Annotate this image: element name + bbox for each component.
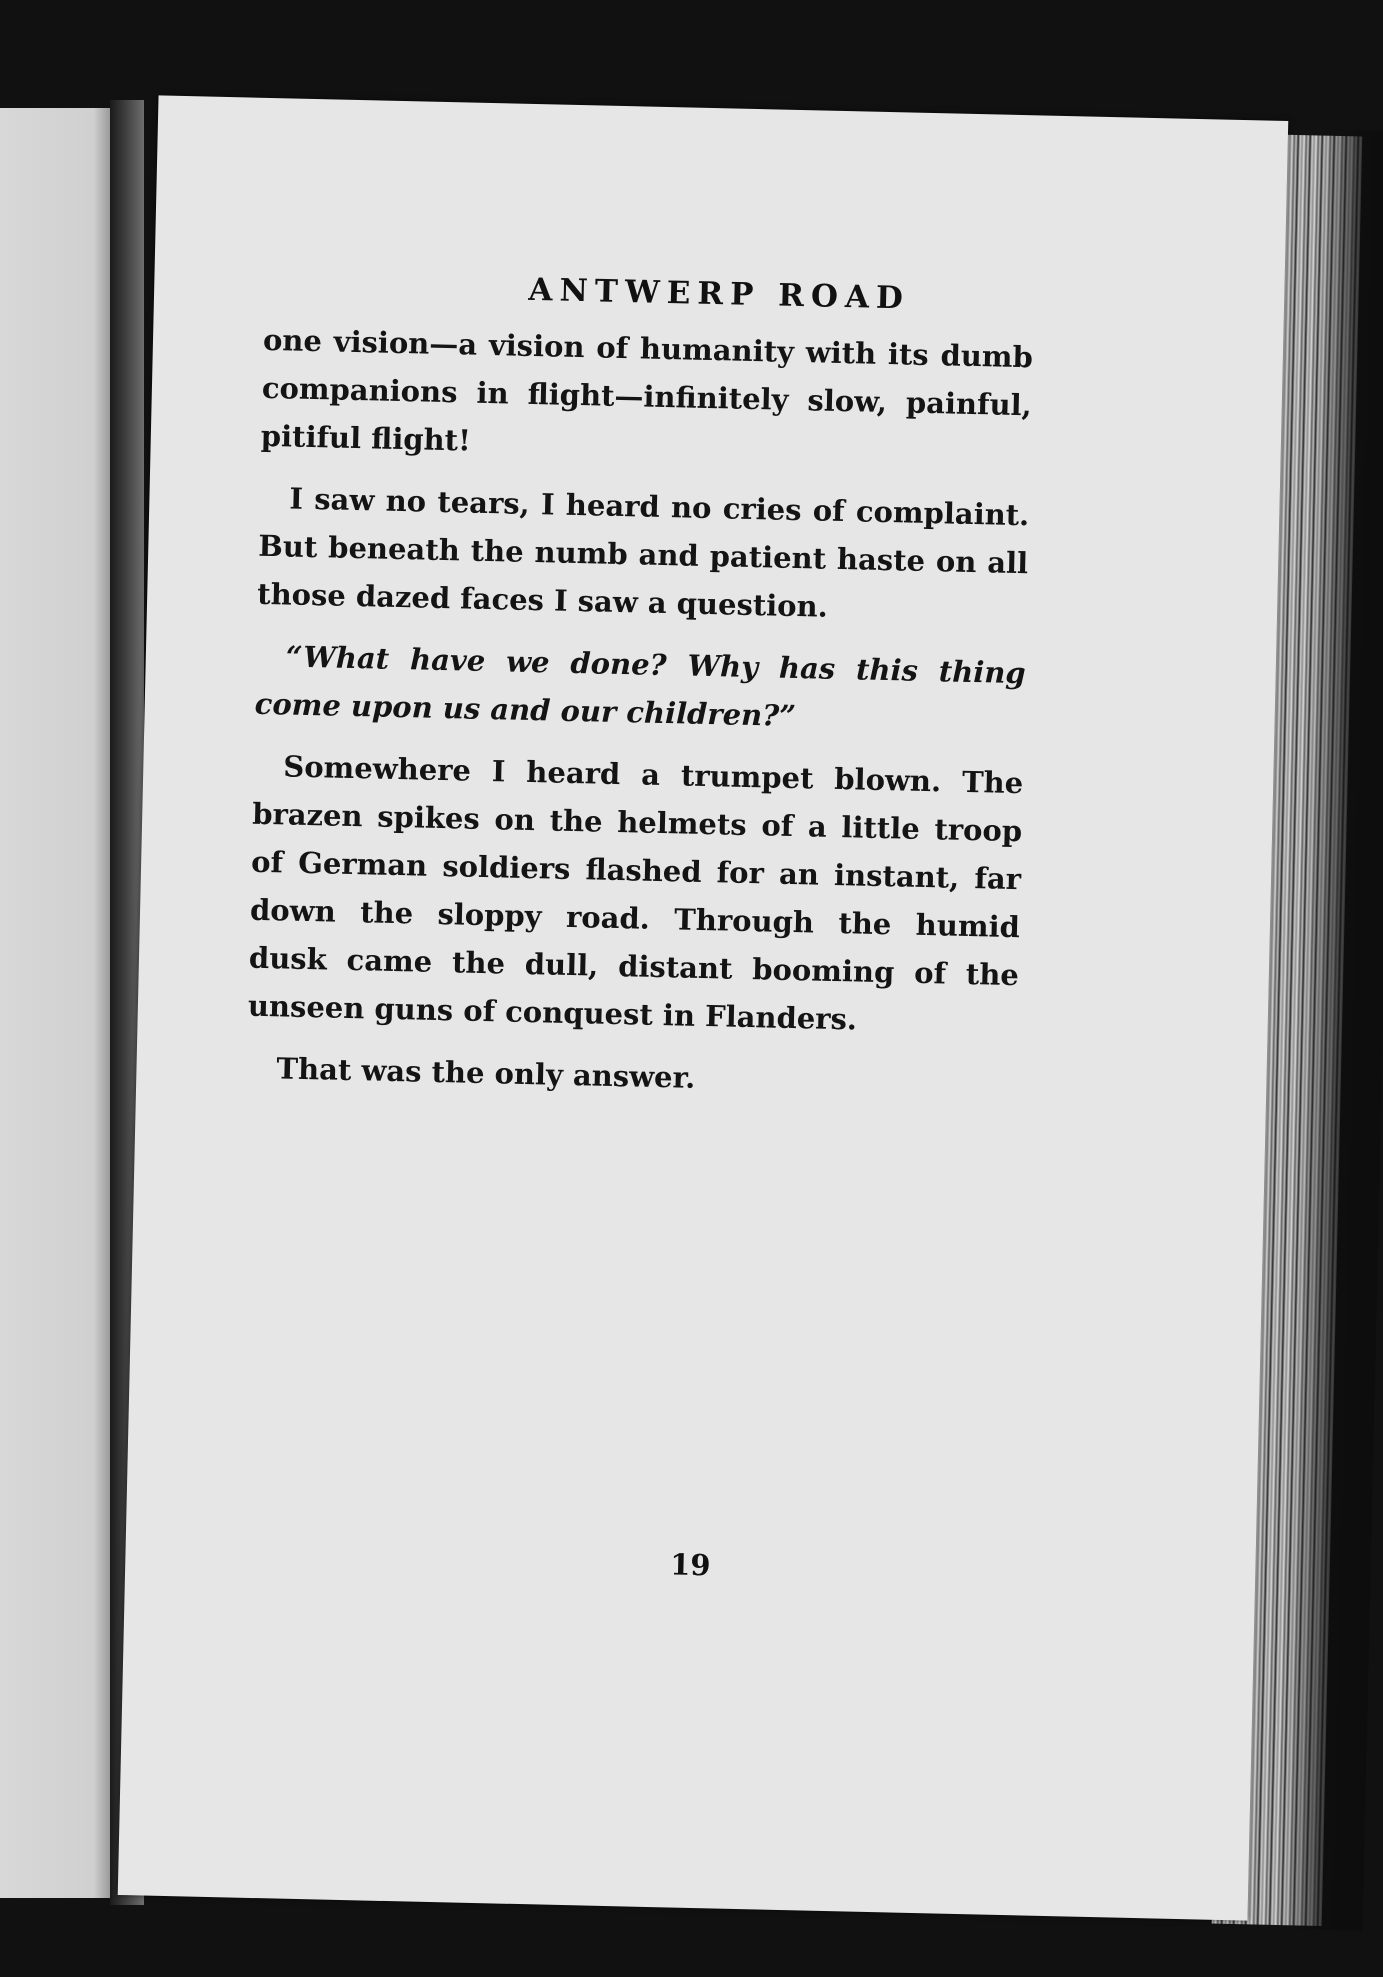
paragraph: Somewhere I heard a trumpet blown. The brazen spikes on the helmets of a little troop of German soldiers flashed for an instant, far down the sloppy road. Through the humid dusk came the dull, distant booming of the unseen guns of conquest in Flanders. xyxy=(247,749,1024,1037)
facing-page xyxy=(0,108,110,1898)
paragraph: That was the only answer. xyxy=(276,1051,696,1095)
body-text xyxy=(246,316,1034,1123)
page-number: 19 xyxy=(669,1547,711,1583)
paragraph: one vision—a vision of humanity with its dumb companions in flight—infinitely slow, painful, pitiful flight! xyxy=(260,322,1034,458)
running-head: ANTWERP ROAD xyxy=(528,271,911,317)
paragraph: I saw no tears, I heard no cries of complaint. But beneath the numb and patient haste on all those dazed faces I saw a question. xyxy=(256,481,1030,624)
book-page xyxy=(118,95,1289,1920)
quoted-paragraph: “What have we done? Why has this thing come upon us and our children?” xyxy=(254,639,1027,734)
